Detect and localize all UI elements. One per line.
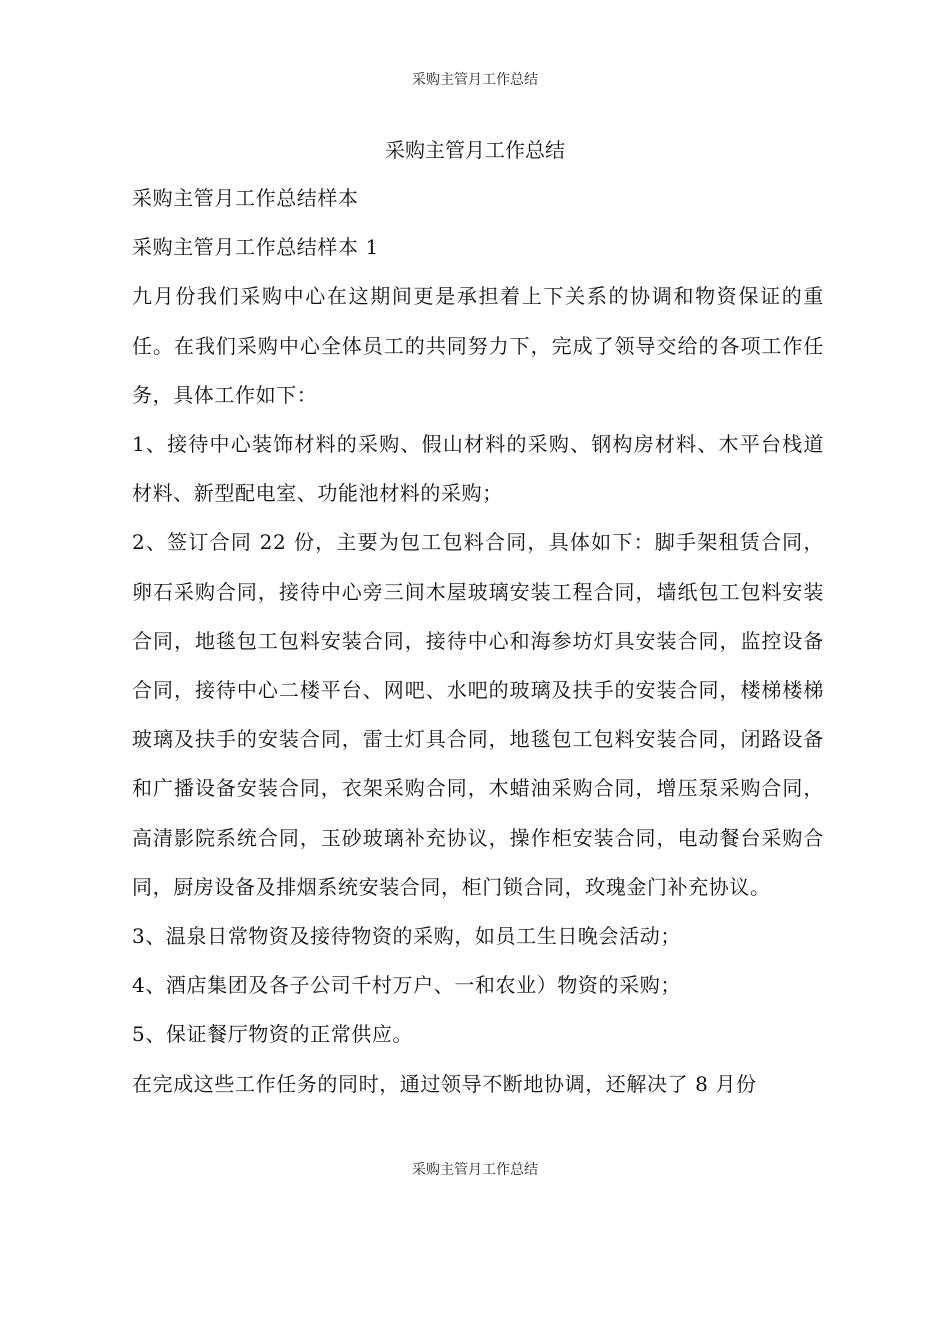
list-item-2: 2、签订合同 22 份，主要为包工包料合同，具体如下：脚手架租赁合同，卵石采购合同，接待中心旁三间木屋玻璃安装工程合同，墙纸包工包料安装合同，地毯包工包料安装合同，接待中心和海参坊灯具安装合同，监控设备合同，接待中心二楼平台、网吧、水吧的玻璃及扶手的安装合同，楼梯楼梯玻璃及扶手的安装合同，雷士灯具合同，地毯包工包料安装合同，闭路设备和广播设备安装合同，衣架采购合同，木蜡油采购合同，增压泵采购合同，高清影院系统合同，玉砂玻璃补充协议，操作柜安装合同，电动餐台采购合同，厨房设备及排烟系统安装合同，柜门锁合同，玫瑰金门补充协议。 [132,530,824,899]
running-footer: 采购主管月工作总结 [412,1162,538,1178]
paragraph-closing: 在完成这些工作任务的同时，通过领导不断地协调，还解决了 8 月份 [132,1071,757,1096]
subtitle: 采购主管月工作总结样本 [132,186,359,210]
paragraph-intro: 九月份我们采购中心在这期间更是承担着上下关系的协调和物资保证的重任。在我们采购中心全体员工的共同努力下，完成了领导交给的各项工作任务，具体工作如下： [132,284,824,407]
sample-heading: 采购主管月工作总结样本 1 [132,235,379,260]
list-item-4: 4、酒店集团及各子公司千村万户、一和农业）物资的采购； [132,973,681,998]
document-title: 采购主管月工作总结 [385,138,565,162]
document-body [132,174,824,1109]
list-item-3: 3、温泉日常物资及接待物资的采购，如员工生日晚会活动； [132,924,681,949]
list-item-5: 5、保证餐厅物资的正常供应。 [132,1022,414,1047]
running-header: 采购主管月工作总结 [412,72,538,88]
list-item-1: 1、接待中心装饰材料的采购、假山材料的采购、钢构房材料、木平台栈道材料、新型配电室、功能池材料的采购； [132,432,824,506]
